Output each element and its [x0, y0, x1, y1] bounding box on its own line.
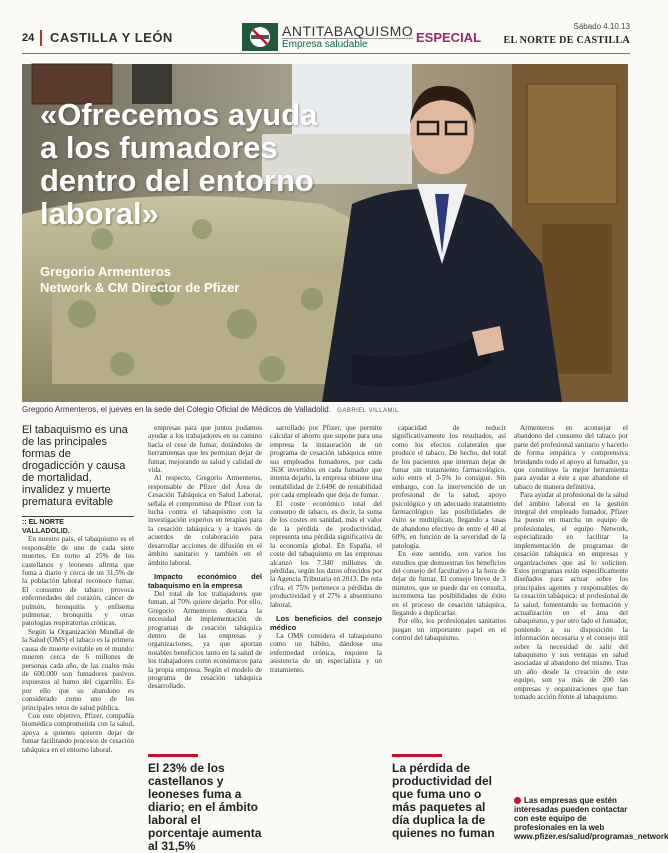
contact-promo	[514, 796, 668, 841]
logo-title: ANTITABAQUISMO	[282, 22, 414, 39]
section-divider	[40, 30, 42, 46]
no-smoking-icon	[242, 23, 278, 51]
paragraph: Del total de los trabajadores que fuman, al 70% quiere dejarlo. Por ello, Gregorio Armenteros destaca la necesidad de implementación de programas de cesación tabáquica dentro de las empresas y organizaciones, ya que aportan notables beneficios tanto en la salud de los trabajadores como económicos para la propia empresa. Según el modelo de programa de cesación tabáquica desarrollado.	[148, 589, 262, 691]
page-header	[22, 18, 630, 54]
paragraph: sarrollado por Pfizer, que permite calcular el ahorro que supone para una empresa la instauración de un programa de cesación tabáquica entre sus empleados fumadores, por cada 363€ invertidos en cada fumador que intenta dejarlo, la empresa obtiene una rentabilidad de 2.649€ de rentabilidad por cada empleado que deja de fumar.	[270, 424, 382, 500]
section-title: CASTILLA Y LEÓN	[50, 30, 173, 45]
paragraph: En este sentido, son varios los estudios que demuestran los beneficios del consejo del facultativo a la hora de dejar de fumar. El consejo breve de 3 minutos, que se puede dar en consulta, incrementa las posibilidades de éxito en el proceso de cesación tabáquica, llegando a duplicarlas.	[392, 550, 506, 617]
photo-credit: GABRIEL VILLAMIL	[337, 408, 399, 414]
paragraph: Con este objetivo, Pfizer, compañía biomédica comprometida con la salud, apoya a quienes quieren dejar de fumar facilitando procesos de cesación tabáquica en el entorno laboral.	[22, 711, 134, 754]
interviewee-role: Network & CM Director de Pfizer	[40, 280, 240, 295]
pull-quote-2	[392, 754, 506, 840]
antitabaquismo-logo	[242, 23, 413, 51]
newspaper-name: EL NORTE DE CASTILLA	[503, 35, 630, 46]
subheading: Impacto económico del tabaquismo en la empresa	[148, 571, 262, 590]
pull-quote-1	[148, 754, 264, 853]
subheading: Los beneficios del consejo médico	[270, 613, 382, 632]
column-5	[514, 424, 628, 701]
paragraph: Para ayudar al profesional de la salud del ámbito laboral en la gestión integral del empleado fumador, Pfizer ha puesto en marcha un equipo de profesionales, el equipo Network, especializado en facilitar la implementación de programas de cesación tabáquica en empresas y organizaciones que así lo soliciten. Estos programas están específicamente diseñados para actuar sobre los principales agentes y responsables de la cesación tabáquica: el profesional de la salud, fomentando su formación y actualización en el área del tabaquismo, y por otro lado el fumador, poniendo a su disposición la información necesaria y el consejo útil sobre la necesidad de salir del tabaquismo y sus ventajas en salud asociadas al abandono del mismo. Tras un año desde la creación de este equipo, son ya más de 200 las empresas y organizaciones que han tomado acción frente al tabaquismo.	[514, 491, 628, 701]
pull-quote-text: La pérdida de productividad del que fuma uno o más paquetes al día duplica la de quienes no fuman	[392, 761, 495, 840]
paragraph: Armenteros en aconsejar el abandono del consumo del tabaco por parte del profesional sanitario y hacerlo de forma empática y comprensiva brindando todo el apoyo al fumador, ya que constituye la mejor herramienta para ayudar a éste a que abandone el tabaco de manera definitiva.	[514, 424, 628, 491]
column-4	[392, 424, 506, 643]
quote-accent-bar	[148, 754, 198, 757]
column-1	[22, 424, 134, 754]
byline-source: EL NORTE	[28, 519, 64, 526]
paragraph: Al respecto, Gregorio Armenteros, responsable de Pfizer del Área de Cesación Tabáquica en Salud Laboral, señala el compromiso de Pfizer con la lucha contra el tabaquismo con la investigación expertos en terapias para la cesación tabáquica y a través de acuerdos de colaboración para desarrollar acciones de difusión en el ámbito sanitario y también en el ámbito laboral.	[148, 474, 262, 567]
paragraph: La OMS considera el tabaquismo como un hábito, dándose una enfermedad crónica, requiere la asistencia de un especialista y un tratamiento.	[270, 631, 382, 674]
interviewee-name: Gregorio Armenteros	[40, 264, 171, 279]
paragraph: Según la Organización Mundial de la Salud (OMS) el tabaco es la primera causa de muerte evitable en el mundo: mueren cerca de 6 millones de personas cada año, de las cuales más de 600.000 son fumadores pasivos expuestos al humo del cigarrillo. Es por ello que su abandono es considerado como uno de los principales retos de salud pública.	[22, 627, 134, 712]
paragraph: empresas para que juntos podamos ayudar a los trabajadores en su camino hacia el cese de fumar, dotándoles de herramientas que les permitan dejar de fumar, mejorando su salud y calidad de vida.	[148, 424, 262, 475]
column-3	[270, 424, 382, 674]
pull-quote-text: El 23% de los castellanos y leoneses fuma a diario; en el ámbito laboral el porcentaje aumenta al 31,5%	[148, 761, 262, 853]
byline	[22, 516, 134, 526]
caption-text: Gregorio Armenteros, el jueves en la sede del Colegio Oficial de Médicos de Valladolid.	[22, 405, 331, 414]
paragraph: En nuestro país, el tabaquismo es el responsable de uno de cada siete muertes. En torno al 25% de los castellanos y leoneses afirma que fuma a diario y cerca de un 31,5% de la población laboral reconoce fumar. El consumo de tabaco provoca enfermedades del corazón, cáncer de pulmón, bronquitis y enfisema pulmonar, bronquitis y otras patologías respiratorias crónicas.	[22, 535, 134, 628]
article-headline: «Ofrecemos ayuda a los fumadores dentro del entorno laboral»	[40, 97, 318, 231]
bullet-icon	[514, 797, 521, 804]
byline-brand: ::	[22, 519, 27, 526]
dateline: VALLADOLID.	[22, 526, 70, 535]
page-number: 24	[22, 32, 35, 44]
paragraph: El coste económico total del consumo de tabaco, es decir, la suma de los costes en sanidad, más el valor de la pérdida de productividad, representa una pérdida significativa de la economía global. En España, el coste del tabaquismo en las empresas alcanzó los 7.340 millones de pérdidas, según los datos ofrecidos por la Agencia Tributaria en 2013. De esta cifra, el 75% pertenece a pérdidas de productividad y el 27% a absentismo laboral.	[270, 499, 382, 609]
promo-text: Las empresas que estén interesadas pueden contactar con este equipo de profesionales en la web www.pfizer.es/salud/programas_network	[514, 796, 668, 841]
interviewee	[40, 264, 239, 296]
main-photo	[22, 64, 628, 402]
paragraph: Por ello, los profesionales sanitarios juegan un importante papel en el control del tabaquismo.	[392, 617, 506, 643]
article-deck: El tabaquismo es una de las principales formas de drogadicción y causa de mortalidad, invalidez y muerte prematura evitable	[22, 424, 128, 508]
quote-accent-bar	[392, 754, 442, 757]
column-2	[148, 424, 262, 691]
logo-subtitle: Empresa saludable	[282, 38, 413, 51]
photo-caption	[22, 405, 628, 414]
issue-date: Sábado 4.10.13	[573, 22, 630, 31]
paragraph: capacidad de reducir significativamente los resultados, así como los efectos colaterales que produce el tabaco. De hecho, del total de los pacientes que intentan dejar de fumar sin tratamiento farmacológico, solo entre el 3-5% lo consigue. Sin embargo, con la intervención de un profesional de la salud, apoyo psicológico y un adecuado tratamiento farmacológico las posibilidades de éxito se multiplican, llegando a tasas de abandono efectivo de entre el 40 al 60%, en función de la severidad de la patología.	[392, 424, 506, 550]
especial-label: ESPECIAL	[416, 30, 482, 45]
